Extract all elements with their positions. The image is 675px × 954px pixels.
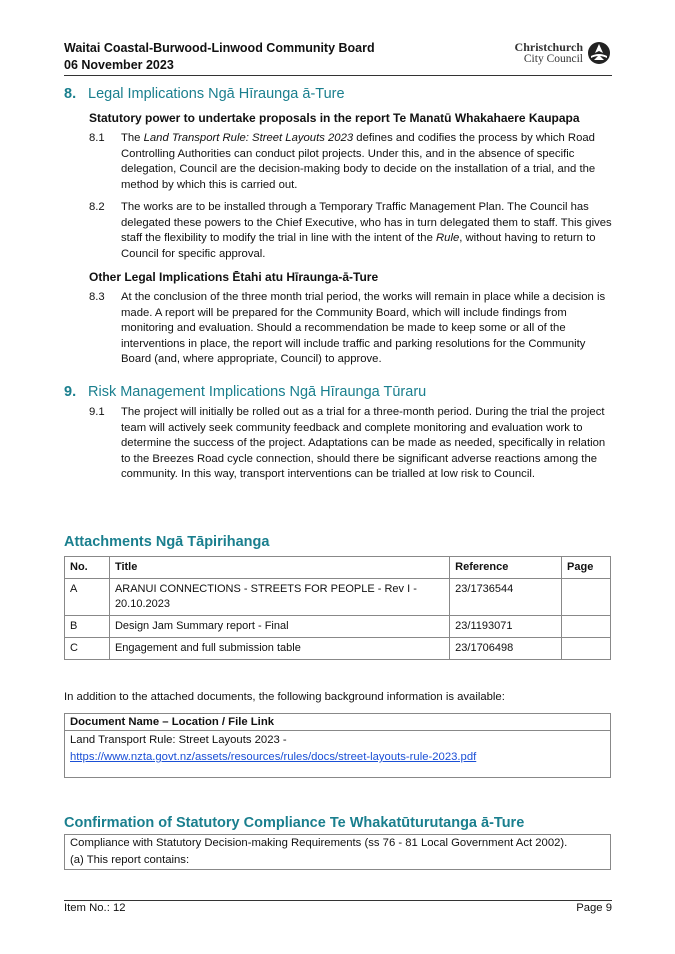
paragraph-8-3 bbox=[89, 290, 614, 368]
paragraph-text: At the conclusion of the three month trial period, the works will remain in place while a decision is made. A report will be prepared for the Community Board, which will include findings from monitoring and evaluation. Should a recommendation be made to keep some or all of the interventions in place, the report will include traffic and parking resolutions for the Community Board (and, where appropriate, Council) to approve. bbox=[121, 291, 606, 366]
table-row bbox=[65, 579, 611, 616]
section-8-number: 8. bbox=[64, 86, 77, 102]
compliance-heading: Confirmation of Statutory Compliance Te Whakatūturutanga ā-Ture bbox=[64, 815, 525, 831]
table-header-row bbox=[65, 557, 611, 579]
council-emblem-icon bbox=[587, 41, 611, 65]
paragraph-number: 8.1 bbox=[89, 132, 105, 144]
table-row bbox=[65, 616, 611, 638]
attachment-no: C bbox=[65, 638, 110, 660]
footer-divider bbox=[64, 900, 612, 901]
paragraph-9-1 bbox=[89, 405, 614, 483]
header-divider bbox=[64, 75, 612, 76]
attachment-title[interactable]: ARANUI CONNECTIONS - STREETS FOR PEOPLE - Rev I - 20.10.2023 bbox=[109, 579, 449, 616]
board-name: Waitai Coastal-Burwood-Linwood Community Board bbox=[64, 41, 375, 55]
compliance-box bbox=[64, 834, 611, 870]
document-name: Land Transport Rule: Street Layouts 2023 - bbox=[70, 734, 287, 746]
logo-line1: Christchurch bbox=[514, 40, 583, 54]
attachment-reference: 23/1736544 bbox=[450, 579, 562, 616]
other-legal-subheading: Other Legal Implications Ētahi atu Hīraunga-ā-Ture bbox=[89, 270, 379, 284]
table-row bbox=[65, 638, 611, 660]
paragraph-text: The Land Transport Rule: Street Layouts 2023 defines and codifies the process by which Road Controlling Authorities can conduct pilot projects. Under this, and in the absence of specific delegation, Council are the decision-making body to decide on the installation of a trial, and the method by which this is carried out. bbox=[121, 132, 596, 191]
item-number: Item No.: 12 bbox=[64, 902, 126, 914]
section-8-title: Legal Implications Ngā Hīraunga ā-Ture bbox=[88, 86, 345, 102]
meeting-date: 06 November 2023 bbox=[64, 58, 174, 72]
council-logo bbox=[515, 41, 611, 65]
document-box-header: Document Name – Location / File Link bbox=[65, 714, 610, 731]
attachment-reference: 23/1706498 bbox=[450, 638, 562, 660]
paragraph-8-2 bbox=[89, 200, 614, 262]
paragraph-text: The works are to be installed through a Temporary Traffic Management Plan. The Council has delegated these powers to the Chief Executive, who has in turn delegated them to staff. This gives staff the flexibility to modify the trial in line with the intent of the Rule, without having to return to Council for specific approval. bbox=[121, 201, 612, 260]
attachment-title[interactable]: Design Jam Summary report - Final bbox=[109, 616, 449, 638]
paragraph-8-1 bbox=[89, 131, 614, 193]
logo-line2: City Council bbox=[523, 53, 583, 65]
section-9-title: Risk Management Implications Ngā Hīraunga Tūraru bbox=[88, 384, 427, 400]
paragraph-number: 8.2 bbox=[89, 201, 105, 213]
section-8-heading bbox=[64, 86, 345, 102]
paragraph-number: 8.3 bbox=[89, 291, 105, 303]
page-number: Page 9 bbox=[576, 902, 612, 914]
background-document-box bbox=[64, 713, 611, 778]
paragraph-number: 9.1 bbox=[89, 406, 105, 418]
section-9-heading bbox=[64, 384, 426, 400]
document-link[interactable]: https://www.nzta.govt.nz/assets/resources/rules/docs/street-layouts-rule-2023.pdf bbox=[70, 751, 477, 763]
paragraph-text: The project will initially be rolled out as a trial for a three-month period. During the trial the project team will actively seek community feedback and complete monitoring and evaluation work to determine the success of the project. Adaptations can be made as needed, specifically in relation to the Breezes Road cycle connection, should there be significant adverse reactions among the community. In this way, transport interventions can be trialled at low risk to Council. bbox=[121, 406, 606, 481]
column-header: Page bbox=[562, 557, 611, 579]
attachments-heading: Attachments Ngā Tāpirihanga bbox=[64, 534, 270, 550]
attachment-title[interactable]: Engagement and full submission table bbox=[109, 638, 449, 660]
attachment-no: A bbox=[65, 579, 110, 616]
compliance-line-2: (a) This report contains: bbox=[70, 853, 190, 866]
attachment-reference: 23/1193071 bbox=[450, 616, 562, 638]
column-header: Reference bbox=[450, 557, 562, 579]
statutory-power-subheading: Statutory power to undertake proposals in the report Te Manatū Whakahaere Kaupapa bbox=[89, 111, 580, 125]
column-header: Title bbox=[109, 557, 449, 579]
compliance-line-1: Compliance with Statutory Decision-making Requirements (ss 76 - 81 Local Government Act 2002). bbox=[70, 837, 568, 849]
attachment-no: B bbox=[65, 616, 110, 638]
section-9-number: 9. bbox=[64, 384, 77, 400]
attachment-page bbox=[562, 616, 611, 638]
attachment-page bbox=[562, 638, 611, 660]
column-header: No. bbox=[65, 557, 110, 579]
background-intro: In addition to the attached documents, the following background information is available: bbox=[64, 691, 505, 703]
attachments-table bbox=[64, 556, 611, 660]
attachment-page bbox=[562, 579, 611, 616]
